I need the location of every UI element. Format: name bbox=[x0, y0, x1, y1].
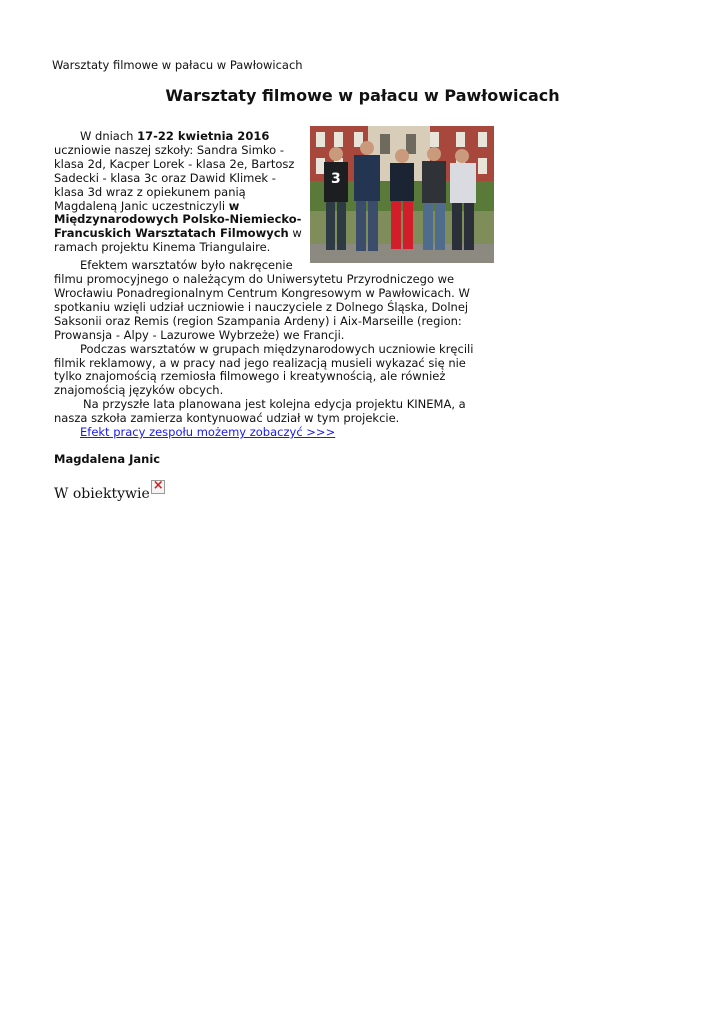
intro-text-3: w ramach projektu Kinema Triangulaire. bbox=[54, 226, 302, 255]
broken-image-icon[interactable] bbox=[151, 480, 165, 494]
page-header: Warsztaty filmowe w pałacu w Pawłowicach bbox=[52, 58, 303, 72]
paragraph-workshop: Podczas warsztatów w grupach międzynarodowych uczniowie kręcili filmik reklamowy, a w pracy nad jego realizacją musieli wykazać się nie tylko znajomością rzemiosła filmowego i kreatywnością, ale również znajomością języków obcych. bbox=[54, 341, 474, 398]
gallery-label: W obiektywie bbox=[54, 485, 150, 502]
intro-text-2: uczniowie naszej szkoły: Sandra Simko - klasa 2d, Kacper Lorek - klasa 2e, Bartosz Sadecki - klasa 3c oraz Dawid Klimek - klasa 3d wraz z opiekunem panią Magdaleną Janic uczestniczyli bbox=[54, 142, 295, 213]
paragraph-future: Na przyszłe lata planowana jest kolejna edycja projektu KINEMA, a nasza szkoła zamierza kontynuować udział w tym projekcie. bbox=[54, 397, 466, 426]
intro-workshop-name: w Międzynarodowych Polsko-Niemiecko-Francuskich Warsztatach Filmowych bbox=[54, 198, 302, 241]
video-link[interactable]: Efekt pracy zespołu możemy zobaczyć >>> bbox=[80, 425, 336, 440]
workshop-group-photo bbox=[310, 126, 494, 263]
paragraph-result: Efektem warsztatów było nakręcenie filmu promocyjnego o należącym do Uniwersytetu Przyrodniczego we Wrocławiu Ponadregionalnym Centrum Kongresowym w Pawłowicach. W spotkaniu wzięli udział uczniowie i nauczyciele z Dolnego Śląska, Dolnej Saksonii oraz Remis (region Szampania Ardeny) i Aix-Marseille (region: Prowansja - Alpy - Lazurowe Wybrzeże) we Francji. bbox=[54, 258, 470, 342]
gallery-line bbox=[54, 484, 494, 502]
svg-text:3: 3 bbox=[331, 171, 341, 187]
intro-text-1: W dniach bbox=[80, 129, 138, 143]
article-title: Warsztaty filmowe w pałacu w Pawłowicach bbox=[165, 86, 560, 105]
article-body bbox=[54, 130, 494, 502]
author-name: Magdalena Janic bbox=[54, 451, 161, 466]
intro-date: 17-22 kwietnia 2016 bbox=[137, 129, 270, 143]
